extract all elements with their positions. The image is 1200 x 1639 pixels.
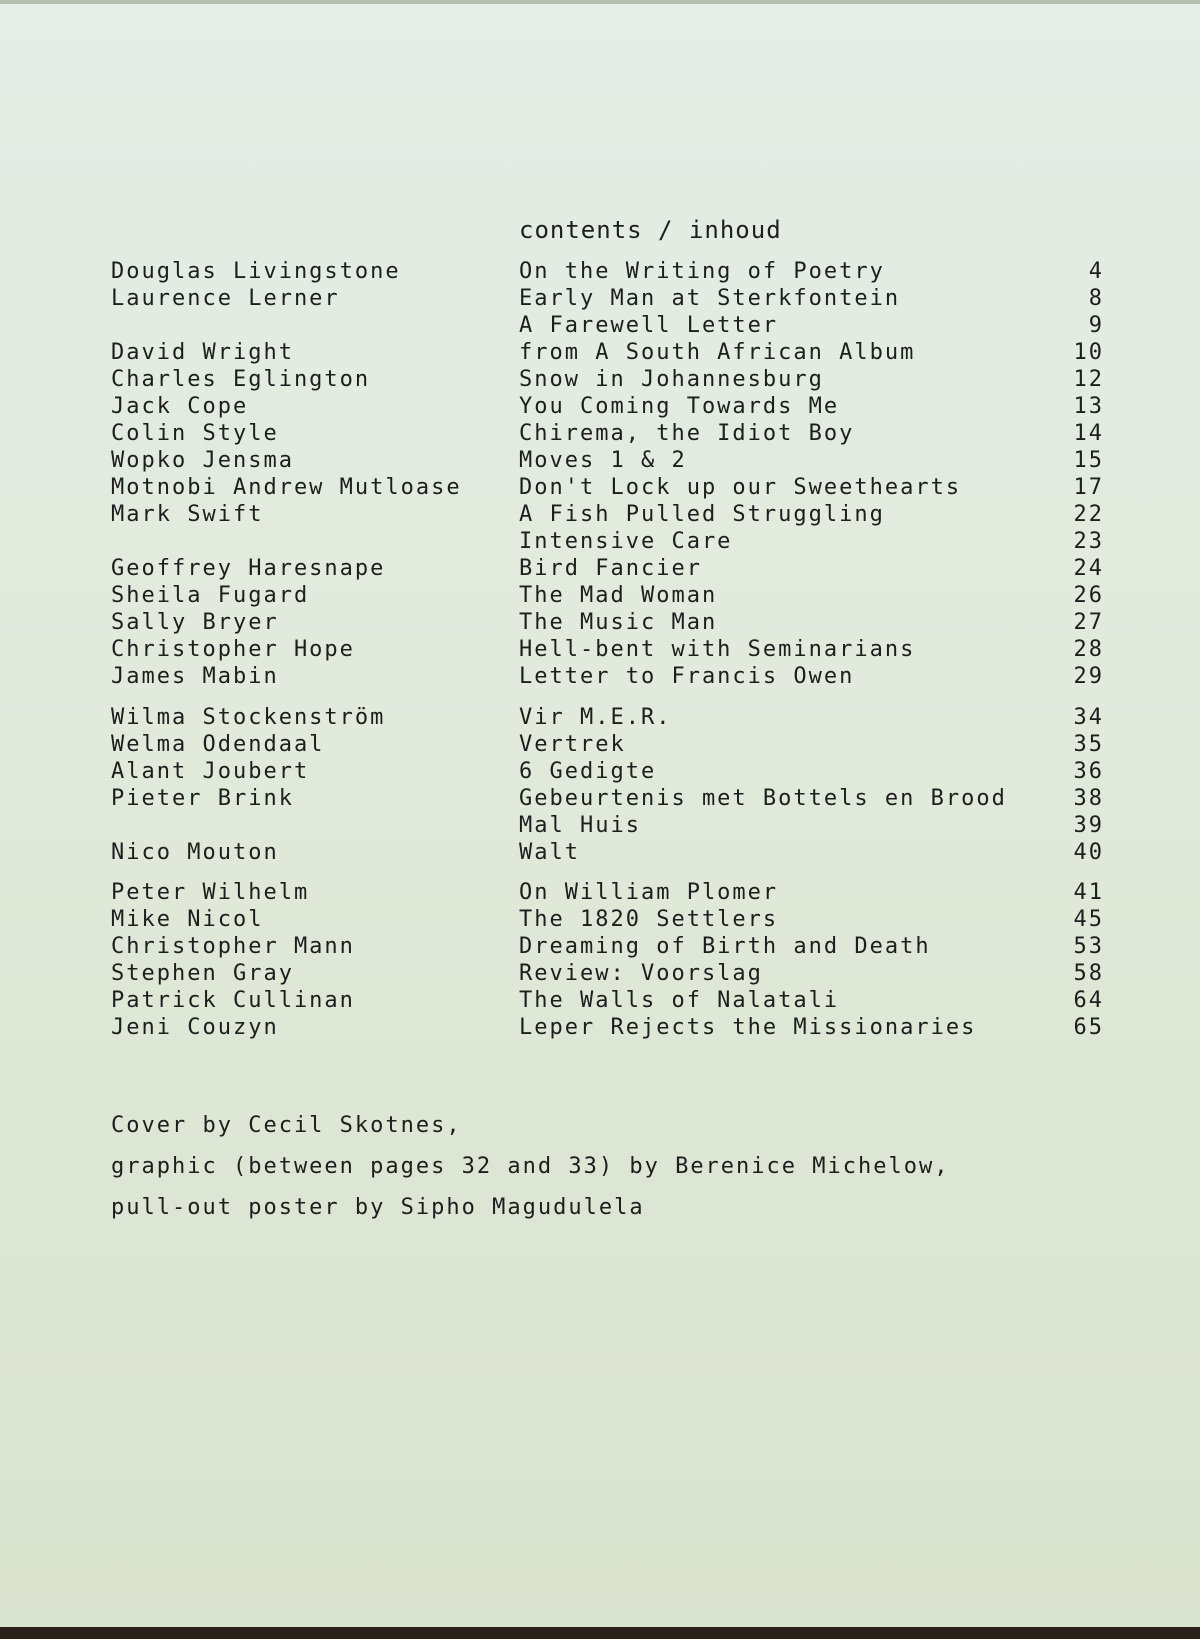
entry-author: Alant Joubert	[111, 759, 310, 784]
entry-author: Jeni Couzyn	[111, 1015, 279, 1040]
entry-page-number: 27	[1073, 610, 1104, 635]
entry-page-number: 65	[1073, 1015, 1104, 1040]
entry-author: Christopher Mann	[111, 934, 355, 959]
entry-title: Early Man at Sterkfontein	[519, 286, 901, 311]
entry-title: Letter to Francis Owen	[519, 664, 855, 689]
entry-title: Mal Huis	[519, 813, 641, 838]
contents-row	[0, 475, 1200, 502]
entry-page-number: 64	[1073, 988, 1104, 1013]
entry-author: David Wright	[111, 340, 294, 365]
entry-page-number: 9	[1088, 313, 1104, 338]
contents-row	[0, 961, 1200, 988]
contents-row	[0, 705, 1200, 732]
entry-author: Christopher Hope	[111, 637, 355, 662]
entry-author: Welma Odendaal	[111, 732, 325, 757]
entry-title: Moves 1 & 2	[519, 448, 687, 473]
entry-page-number: 29	[1073, 664, 1104, 689]
contents-heading: contents / inhoud	[519, 216, 782, 244]
entry-title: Chirema, the Idiot Boy	[519, 421, 855, 446]
entry-title: On the Writing of Poetry	[519, 259, 885, 284]
entry-page-number: 24	[1073, 556, 1104, 581]
credit-line-cover: Cover by Cecil Skotnes,	[111, 1113, 462, 1138]
contents-row	[0, 786, 1200, 813]
entry-author: Mike Nicol	[111, 907, 264, 932]
entry-title: from A South African Album	[519, 340, 916, 365]
entry-title: A Fish Pulled Struggling	[519, 502, 885, 527]
entry-author: Douglas Livingstone	[111, 259, 401, 284]
contents-row	[0, 907, 1200, 934]
entry-page-number: 13	[1073, 394, 1104, 419]
entry-title: Vir M.E.R.	[519, 705, 672, 730]
entry-author: Pieter Brink	[111, 786, 294, 811]
entry-author: Sheila Fugard	[111, 583, 310, 608]
contents-row	[0, 732, 1200, 759]
credit-line-graphic: graphic (between pages 32 and 33) by Berenice Michelow,	[111, 1154, 950, 1179]
entry-title: A Farewell Letter	[519, 313, 779, 338]
entry-page-number: 8	[1088, 286, 1104, 311]
contents-row	[0, 813, 1200, 840]
entry-author: Geoffrey Haresnape	[111, 556, 386, 581]
page-top-edge	[0, 0, 1200, 4]
entry-title: Vertrek	[519, 732, 626, 757]
entry-author: James Mabin	[111, 664, 279, 689]
entry-page-number: 36	[1073, 759, 1104, 784]
entry-author: Charles Eglington	[111, 367, 371, 392]
entry-title: You Coming Towards Me	[519, 394, 840, 419]
entry-title: Leper Rejects the Missionaries	[519, 1015, 977, 1040]
contents-row	[0, 1015, 1200, 1042]
entry-page-number: 34	[1073, 705, 1104, 730]
contents-row	[0, 664, 1200, 691]
entry-page-number: 39	[1073, 813, 1104, 838]
entry-author: Mark Swift	[111, 502, 264, 527]
contents-row	[0, 759, 1200, 786]
entry-page-number: 14	[1073, 421, 1104, 446]
credits-block	[111, 1105, 949, 1228]
contents-row	[0, 556, 1200, 583]
entry-author: Peter Wilhelm	[111, 880, 310, 905]
entry-page-number: 17	[1073, 475, 1104, 500]
entry-page-number: 4	[1088, 259, 1104, 284]
entry-page-number: 12	[1073, 367, 1104, 392]
contents-row	[0, 313, 1200, 340]
contents-row	[0, 394, 1200, 421]
entry-author: Sally Bryer	[111, 610, 279, 635]
entry-page-number: 41	[1073, 880, 1104, 905]
entry-author: Stephen Gray	[111, 961, 294, 986]
entry-page-number: 10	[1073, 340, 1104, 365]
entry-title: The Music Man	[519, 610, 718, 635]
entry-title: Intensive Care	[519, 529, 733, 554]
entry-page-number: 53	[1073, 934, 1104, 959]
contents-row	[0, 529, 1200, 556]
entry-title: The 1820 Settlers	[519, 907, 779, 932]
contents-row	[0, 988, 1200, 1015]
entry-author: Wilma Stockenström	[111, 705, 386, 730]
contents-row	[0, 502, 1200, 529]
contents-row	[0, 340, 1200, 367]
entry-title: Dreaming of Birth and Death	[519, 934, 931, 959]
entry-title: The Mad Woman	[519, 583, 718, 608]
entry-author: Wopko Jensma	[111, 448, 294, 473]
entry-title: The Walls of Nalatali	[519, 988, 840, 1013]
contents-row	[0, 421, 1200, 448]
entry-page-number: 45	[1073, 907, 1104, 932]
contents-row	[0, 583, 1200, 610]
entry-author: Motnobi Andrew Mutloase	[111, 475, 462, 500]
entry-title: Review: Voorslag	[519, 961, 763, 986]
contents-row	[0, 934, 1200, 961]
entry-title: Bird Fancier	[519, 556, 702, 581]
page-bottom-edge	[0, 1627, 1200, 1639]
entry-page-number: 15	[1073, 448, 1104, 473]
contents-row	[0, 448, 1200, 475]
entry-page-number: 23	[1073, 529, 1104, 554]
contents-row	[0, 259, 1200, 286]
entry-author: Laurence Lerner	[111, 286, 340, 311]
contents-row	[0, 610, 1200, 637]
entry-author: Jack Cope	[111, 394, 249, 419]
entry-page-number: 35	[1073, 732, 1104, 757]
entry-title: Walt	[519, 840, 580, 865]
entry-title: 6 Gedigte	[519, 759, 657, 784]
entry-author: Nico Mouton	[111, 840, 279, 865]
entry-title: Hell-bent with Seminarians	[519, 637, 916, 662]
entry-page-number: 38	[1073, 786, 1104, 811]
entry-title: Gebeurtenis met Bottels en Brood	[519, 786, 1007, 811]
entry-page-number: 28	[1073, 637, 1104, 662]
credit-line-poster: pull-out poster by Sipho Magudulela	[111, 1195, 645, 1220]
entry-title: Snow in Johannesburg	[519, 367, 824, 392]
entry-page-number: 26	[1073, 583, 1104, 608]
contents-row	[0, 637, 1200, 664]
contents-row	[0, 286, 1200, 313]
entry-author: Patrick Cullinan	[111, 988, 355, 1013]
entry-page-number: 40	[1073, 840, 1104, 865]
entry-page-number: 58	[1073, 961, 1104, 986]
entry-page-number: 22	[1073, 502, 1104, 527]
entry-author: Colin Style	[111, 421, 279, 446]
entry-title: On William Plomer	[519, 880, 779, 905]
contents-row	[0, 880, 1200, 907]
contents-row	[0, 840, 1200, 867]
contents-row	[0, 367, 1200, 394]
entry-title: Don't Lock up our Sweethearts	[519, 475, 962, 500]
